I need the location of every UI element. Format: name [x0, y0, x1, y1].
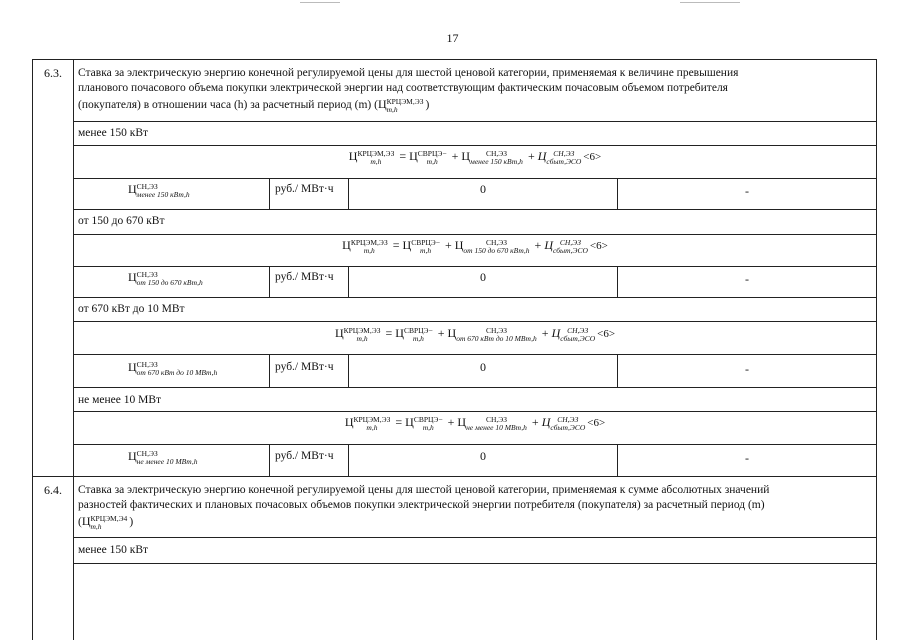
rate-symbol [128, 449, 200, 466]
value-cell: 0 [480, 270, 486, 284]
symbol: Ц [457, 415, 467, 429]
range-label: менее 150 кВт [78, 127, 149, 139]
symbol-superscript: СВРЦЭ− [413, 415, 443, 424]
value-cell: 0 [480, 360, 486, 374]
scan-mark [300, 2, 340, 3]
operator-plus: + [444, 238, 452, 252]
symbol-subscript: сбыт,ЭСО [553, 246, 588, 255]
heading-line-with-symbol [78, 97, 429, 114]
symbol-superscript: СВРЦЭ− [403, 326, 433, 335]
heading-text: ) [425, 99, 430, 111]
heading-line: Ставка за электрическую энергию конечной регулируемой цены для шестой ценовой категории, применяемая к величине превышения [78, 67, 739, 79]
row-divider [73, 321, 876, 322]
symbol-superscript: СН,ЭЗ [485, 415, 508, 424]
symbol: Ц [454, 238, 464, 252]
symbol-superscript: СН,ЭЗ [559, 238, 581, 247]
heading-line: Ставка за электрическую энергию конечной регулируемой цены для шестой ценовой категории, применяемая к сумме абсолютных значений [78, 484, 770, 496]
symbol-superscript: СН,ЭЗ [553, 149, 575, 158]
rate-symbol [128, 182, 192, 199]
table-border-top [32, 59, 876, 60]
symbol-subscript: m,h [412, 334, 424, 343]
formula [74, 149, 876, 166]
page-number: 17 [446, 31, 459, 45]
row-divider [73, 145, 876, 146]
symbol-superscript: СВРЦЭ− [411, 238, 440, 247]
symbol: Ц [409, 149, 418, 163]
footnote-ref: <6> [587, 417, 606, 429]
symbol: Ц [551, 326, 561, 340]
value-cell: 0 [480, 449, 486, 463]
symbol-subscript: m,h [420, 246, 432, 255]
heading-line: планового почасового объема покупки электрической энергии над соответствующим фактическим почасовым объемом потребителя [78, 82, 728, 94]
unit-cell: руб./ МВт·ч [275, 271, 334, 283]
cell-divider [269, 444, 270, 476]
symbol: Ц [348, 149, 358, 163]
symbol-superscript: СВРЦЭ− [417, 149, 447, 158]
operator-plus: + [531, 415, 539, 429]
heading-text: ( [78, 516, 82, 528]
formula [74, 238, 876, 255]
symbol: Ц [541, 415, 551, 429]
symbol: Ц [128, 270, 137, 284]
symbol-subscript: от 150 до 670 кВт,h [136, 278, 203, 287]
symbol-superscript: КРЦЭМ,ЭЗ [350, 238, 388, 247]
cell-divider [269, 178, 270, 209]
symbol-subscript: m,h [370, 157, 382, 166]
symbol-subscript: сбыт,ЭСО [550, 423, 586, 432]
footnote-ref: <6> [589, 240, 608, 252]
row-divider [73, 266, 876, 267]
scan-mark [680, 2, 740, 3]
footnote-ref: <6> [597, 328, 616, 340]
row-divider [73, 297, 876, 298]
value-cell: 0 [480, 182, 486, 196]
symbol: Ц [128, 449, 137, 463]
rate-symbol [128, 360, 219, 377]
table-border-left [32, 59, 33, 640]
unit-cell: руб./ МВт·ч [275, 361, 334, 373]
row-divider [73, 444, 876, 445]
symbol-superscript: СН,ЭЗ [136, 270, 158, 279]
symbol-superscript: СН,ЭЗ [485, 326, 508, 335]
range-label: менее 150 кВт [78, 544, 149, 556]
symbol: Ц [342, 238, 351, 252]
symbol-subscript: менее 150 кВт,h [136, 190, 190, 199]
symbol-subscript: менее 150 кВт,h [470, 157, 523, 166]
symbol: Ц [128, 182, 137, 196]
item-number: 6.4. [44, 483, 62, 497]
symbol-superscript: СН,ЭЗ [485, 238, 508, 247]
symbol-subscript: m,h [356, 334, 368, 343]
row-divider [73, 411, 876, 412]
operator-equals: = [399, 149, 407, 163]
row-divider [73, 563, 876, 564]
symbol-subscript: от 670 кВт до 10 МВт,h [456, 334, 537, 343]
row-divider [73, 354, 876, 355]
symbol-subscript: сбыт,ЭСО [560, 334, 596, 343]
operator-equals: = [392, 238, 400, 252]
symbol-subscript: от 670 кВт до 10 МВт,h [136, 368, 218, 377]
symbol: Ц [537, 149, 547, 163]
dash-cell: - [745, 451, 749, 465]
range-label: не менее 10 МВт [78, 394, 162, 406]
symbol-subscript: сбыт,ЭСО [546, 157, 582, 166]
row-divider [73, 387, 876, 388]
symbol-superscript: КРЦЭМ,Э4 [90, 514, 128, 523]
dash-cell: - [745, 184, 749, 198]
range-label: от 670 кВт до 10 МВт [78, 303, 185, 315]
symbol-superscript: КРЦЭМ,ЭЗ [386, 97, 424, 106]
table-border-right [876, 59, 877, 640]
symbol: Ц [128, 360, 137, 374]
symbol-superscript: СН,ЭЗ [136, 360, 158, 369]
formula [74, 326, 876, 343]
symbol: Ц [461, 149, 471, 163]
symbol-subscript: не менее 10 МВт,h [136, 457, 198, 466]
symbol: Ц [395, 326, 404, 340]
heading-text: ) [129, 516, 134, 528]
symbol-superscript: КРЦЭМ,ЭЗ [353, 415, 391, 424]
symbol-subscript: не менее 10 МВт,h [466, 423, 527, 432]
symbol-superscript: СН,ЭЗ [136, 182, 158, 191]
row-divider [73, 234, 876, 235]
symbol-superscript: КРЦЭМ,ЭЗ [343, 326, 381, 335]
symbol-superscript: СН,ЭЗ [567, 326, 589, 335]
symbol-subscript: m,h [90, 522, 102, 531]
footnote-ref: <6> [583, 151, 602, 163]
operator-plus: + [437, 326, 445, 340]
item-number: 6.3. [44, 66, 62, 80]
symbol: Ц [544, 238, 553, 252]
cell-divider [269, 354, 270, 387]
heading-line-with-symbol [78, 514, 133, 531]
symbol: Ц [334, 326, 344, 340]
section-divider [32, 476, 876, 477]
symbol: Ц [81, 514, 91, 528]
symbol-subscript: m,h [422, 423, 434, 432]
unit-cell: руб./ МВт·ч [275, 450, 334, 462]
symbol-subscript: m,h [366, 423, 378, 432]
symbol-subscript: m,h [386, 105, 398, 114]
dash-cell: - [745, 272, 749, 286]
table-number-column-divider [73, 59, 74, 640]
symbol: Ц [447, 326, 457, 340]
row-divider [73, 121, 876, 122]
symbol-subscript: m,h [363, 246, 375, 255]
symbol: Ц [405, 415, 414, 429]
range-label: от 150 до 670 кВт [78, 215, 165, 227]
rate-symbol [128, 270, 205, 287]
symbol-superscript: СН,ЭЗ [485, 149, 508, 158]
row-divider [73, 537, 876, 538]
symbol-subscript: m,h [426, 157, 438, 166]
row-divider [73, 209, 876, 210]
unit-cell: руб./ МВт·ч [275, 183, 334, 195]
symbol-superscript: СН,ЭЗ [557, 415, 579, 424]
symbol: Ц [377, 97, 387, 111]
operator-plus: + [541, 326, 549, 340]
formula [74, 415, 876, 432]
operator-equals: = [395, 415, 403, 429]
operator-plus: + [447, 415, 455, 429]
dash-cell: - [745, 362, 749, 376]
symbol-superscript: СН,ЭЗ [136, 449, 158, 458]
operator-equals: = [385, 326, 393, 340]
heading-text: (покупателя) в отношении часа (h) за расчетный период (m) ( [78, 99, 378, 111]
symbol-superscript: КРЦЭМ,ЭЗ [357, 149, 395, 158]
operator-plus: + [451, 149, 459, 163]
symbol: Ц [344, 415, 354, 429]
symbol-subscript: от 150 до 670 кВт,h [463, 246, 530, 255]
row-divider [73, 178, 876, 179]
symbol: Ц [402, 238, 412, 252]
heading-line: разностей фактических и плановых почасовых объемов покупки электрической энергии потребителя (покупателя) за расчетный период (m) [78, 499, 765, 511]
operator-plus: + [527, 149, 535, 163]
cell-divider [269, 266, 270, 297]
operator-plus: + [534, 238, 542, 252]
